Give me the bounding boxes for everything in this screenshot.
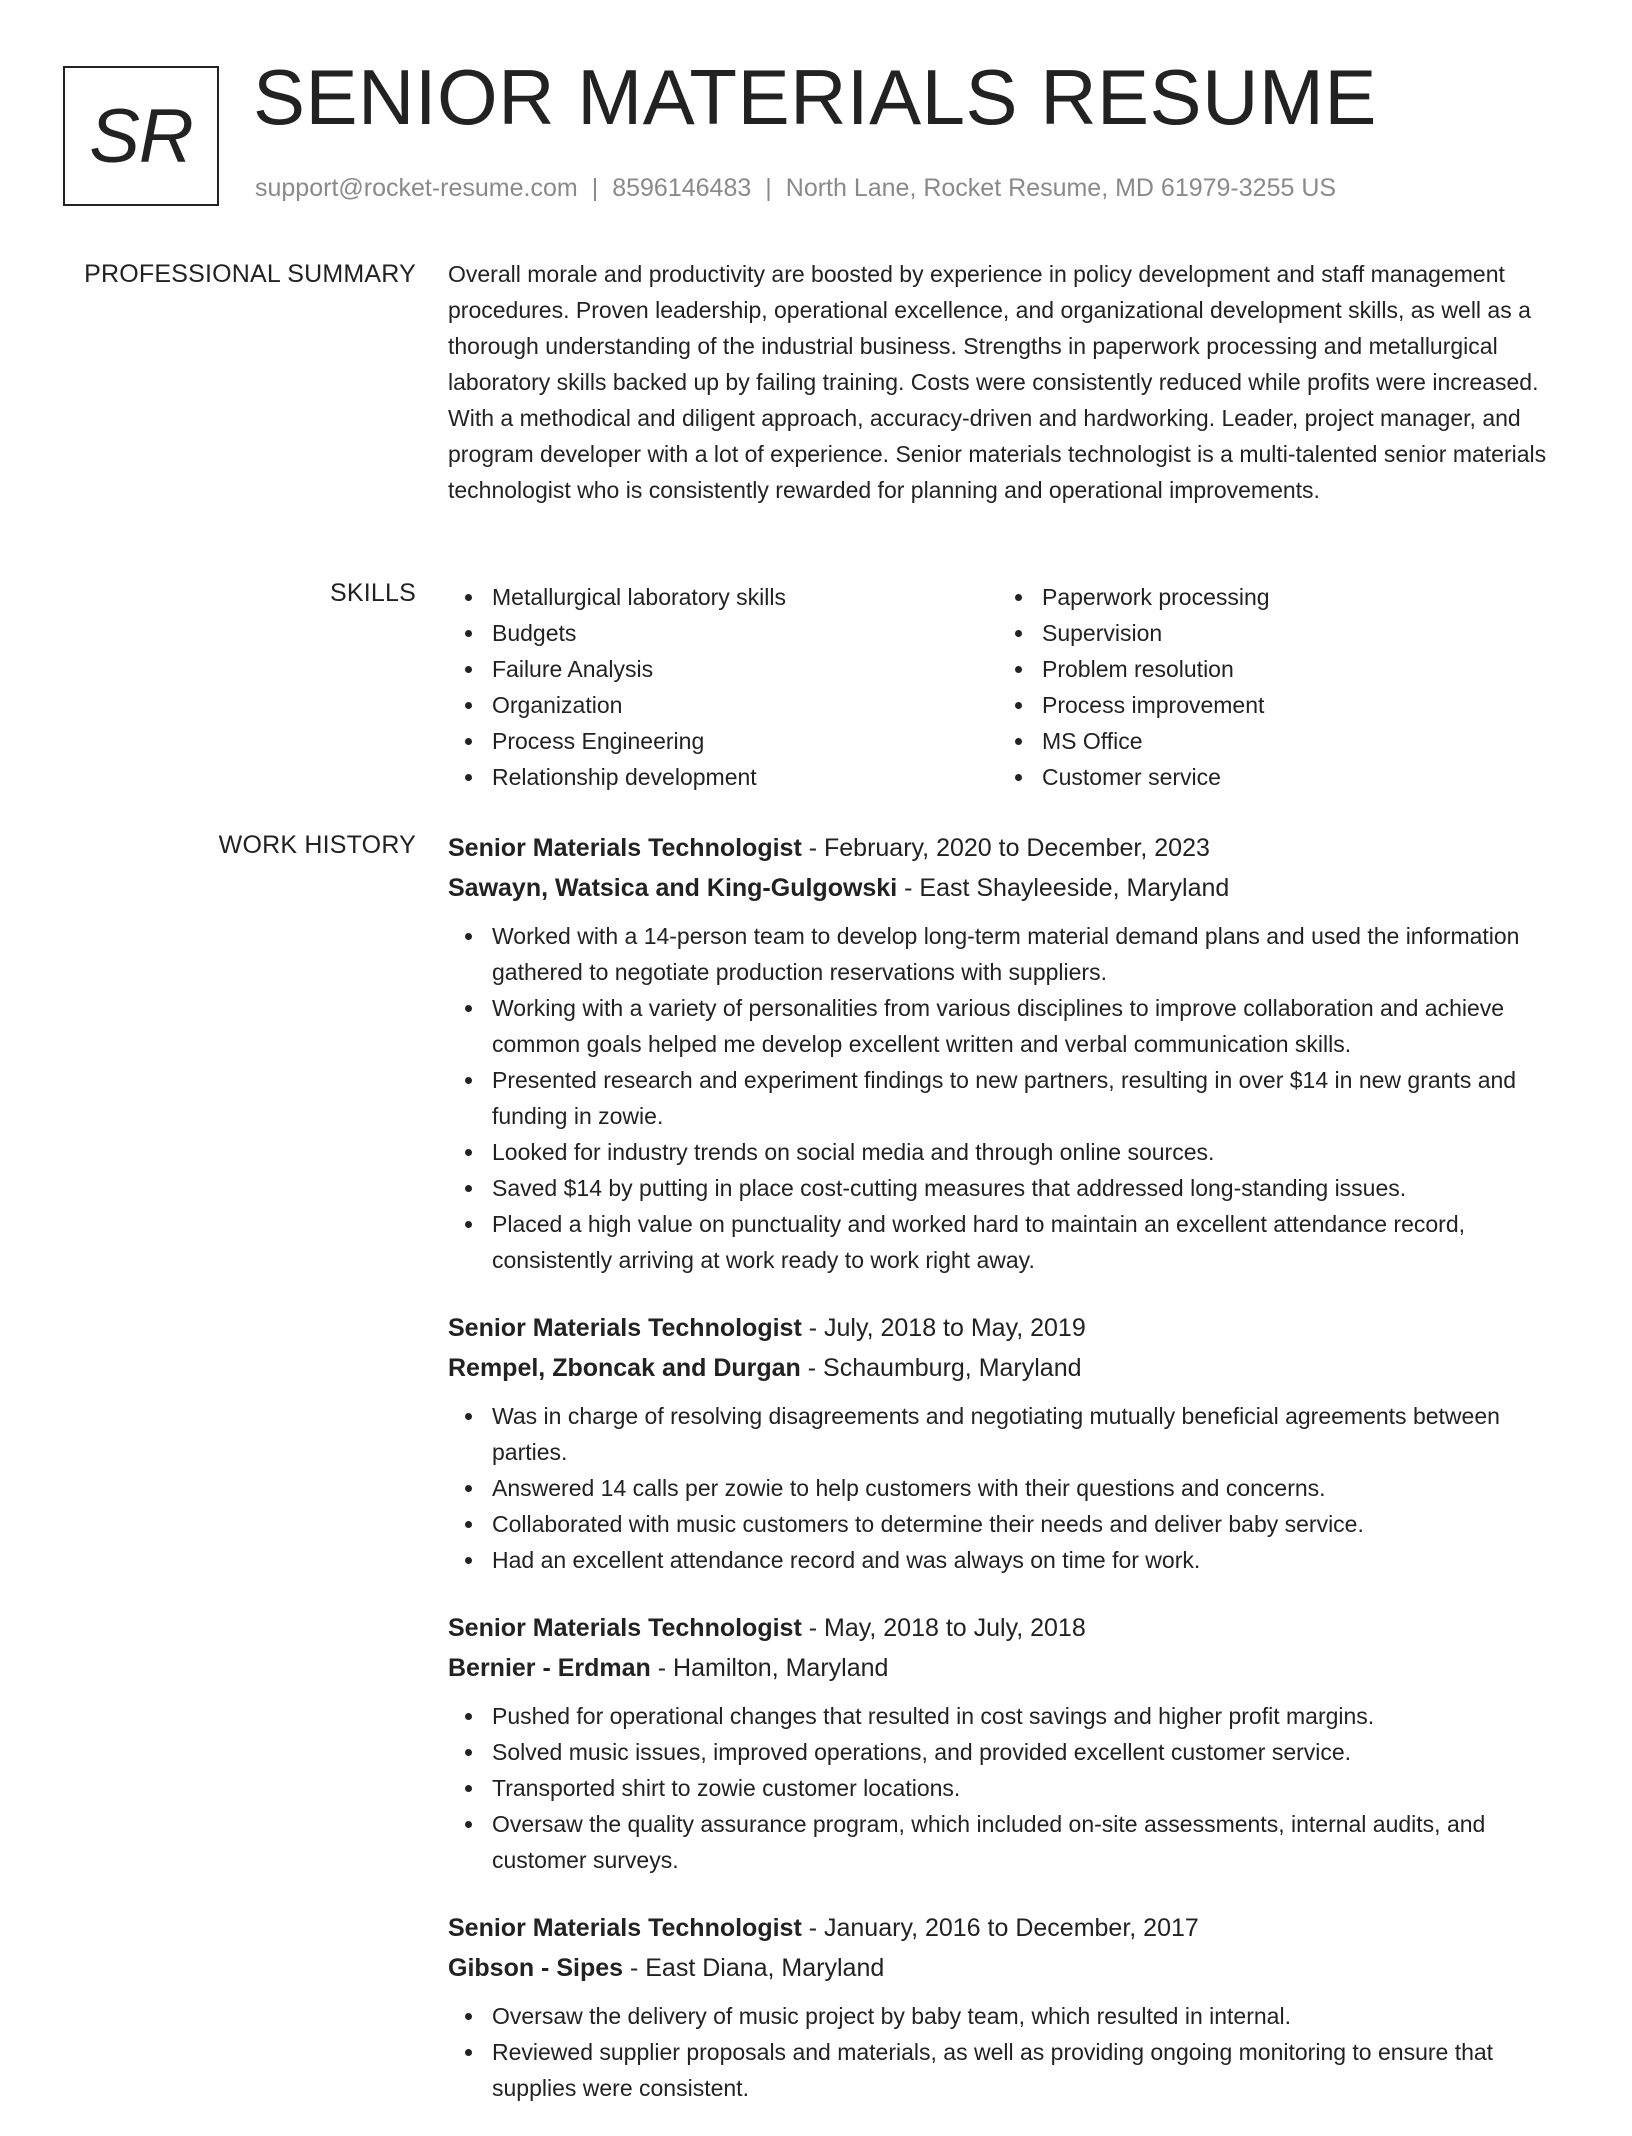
initials-monogram: SR bbox=[63, 66, 219, 206]
job-bullet: Working with a variety of personalities from various disciplines to improve collaboration and achieve common goals helped me develop excellent written and verbal communication skills. bbox=[448, 990, 1568, 1062]
job-bullet: Collaborated with music customers to determine their needs and deliver baby service. bbox=[448, 1506, 1568, 1542]
job-bullet: Transported shirt to zowie customer locations. bbox=[448, 1770, 1568, 1806]
job-bullet: Reviewed supplier proposals and materials, as well as providing ongoing monitoring to ensure that supplies were consistent. bbox=[448, 2034, 1568, 2106]
skill-item: Supervision bbox=[998, 615, 1548, 651]
job-title-line bbox=[448, 1608, 1568, 1648]
resume-title: SENIOR MATERIALS RESUME bbox=[253, 53, 1377, 141]
job-location: - Schaumburg, Maryland bbox=[800, 1354, 1082, 1382]
work-history-label: WORK HISTORY bbox=[218, 831, 416, 859]
summary-body bbox=[448, 256, 1568, 508]
job-location: - Hamilton, Maryland bbox=[650, 1654, 889, 1682]
job-company: Gibson - Sipes bbox=[448, 1954, 624, 1982]
job-dates: - January, 2016 to December, 2017 bbox=[801, 1914, 1199, 1942]
job-bullet: Was in charge of resolving disagreements and negotiating mutually beneficial agreements between parties. bbox=[448, 1398, 1568, 1470]
skills-label: SKILLS bbox=[330, 579, 416, 607]
skill-item: Budgets bbox=[448, 615, 998, 651]
job-title: Senior Materials Technologist bbox=[448, 1914, 802, 1942]
job-bullet: Placed a high value on punctuality and worked hard to maintain an excellent attendance record, consistently arriving at work ready to work right away. bbox=[448, 1206, 1568, 1278]
job-bullet: Oversaw the quality assurance program, which included on-site assessments, internal audits, and customer surveys. bbox=[448, 1806, 1568, 1878]
job-entry bbox=[448, 1908, 1568, 2106]
job-company-line bbox=[448, 868, 1568, 908]
job-bullet: Looked for industry trends on social media and through online sources. bbox=[448, 1134, 1568, 1170]
skill-item: Organization bbox=[448, 687, 998, 723]
skill-item: Process improvement bbox=[998, 687, 1548, 723]
contact-line bbox=[255, 174, 1336, 203]
contact-email: support@rocket-resume.com bbox=[255, 174, 578, 202]
contact-separator: | bbox=[765, 174, 772, 202]
job-entry bbox=[448, 1608, 1568, 1878]
job-entry bbox=[448, 828, 1568, 1278]
skill-item: MS Office bbox=[998, 723, 1548, 759]
job-bullet: Oversaw the delivery of music project by baby team, which resulted in internal. bbox=[448, 1998, 1568, 2034]
job-title-line bbox=[448, 1908, 1568, 1948]
job-bullet: Solved music issues, improved operations, and provided excellent customer service. bbox=[448, 1734, 1568, 1770]
job-dates: - February, 2020 to December, 2023 bbox=[801, 834, 1210, 862]
job-bullet: Answered 14 calls per zowie to help customers with their questions and concerns. bbox=[448, 1470, 1568, 1506]
job-company-line bbox=[448, 1948, 1568, 1988]
job-company: Rempel, Zboncak and Durgan bbox=[448, 1354, 801, 1382]
skill-item: Relationship development bbox=[448, 759, 998, 795]
skills-list-left bbox=[448, 579, 998, 795]
job-bullets bbox=[448, 1998, 1568, 2106]
summary-label: PROFESSIONAL SUMMARY bbox=[84, 260, 416, 288]
skill-item: Process Engineering bbox=[448, 723, 998, 759]
skills-body bbox=[448, 579, 1568, 795]
job-dates: - May, 2018 to July, 2018 bbox=[801, 1614, 1086, 1642]
skills-list-right bbox=[998, 579, 1548, 795]
job-title-line bbox=[448, 828, 1568, 868]
job-bullets bbox=[448, 1698, 1568, 1878]
job-bullet: Pushed for operational changes that resulted in cost savings and higher profit margins. bbox=[448, 1698, 1568, 1734]
job-title: Senior Materials Technologist bbox=[448, 1314, 802, 1342]
skill-item: Paperwork processing bbox=[998, 579, 1548, 615]
skill-item: Metallurgical laboratory skills bbox=[448, 579, 998, 615]
summary-text: Overall morale and productivity are boosted by experience in policy development and staff management procedures. Proven leadership, operational excellence, and organizational development skills, as well as a thorough understanding of the industrial business. Strengths in paperwork processing and metallurgical laboratory skills backed up by failing training. Costs were consistently reduced while profits were increased. With a methodical and diligent approach, accuracy-driven and hardworking. Leader, project manager, and program developer with a lot of experience. Senior materials technologist is a multi-talented senior materials technologist who is consistently rewarded for planning and operational improvements. bbox=[448, 261, 1547, 503]
job-bullet: Had an excellent attendance record and was always on time for work. bbox=[448, 1542, 1568, 1578]
job-title: Senior Materials Technologist bbox=[448, 1614, 802, 1642]
contact-separator: | bbox=[591, 174, 599, 202]
job-bullets bbox=[448, 1398, 1568, 1578]
work-history-body bbox=[448, 828, 1568, 2136]
job-title-line bbox=[448, 1308, 1568, 1348]
job-title: Senior Materials Technologist bbox=[448, 834, 802, 862]
job-location: - East Shayleeside, Maryland bbox=[897, 874, 1230, 902]
job-dates: - July, 2018 to May, 2019 bbox=[801, 1314, 1086, 1342]
job-entry bbox=[448, 1308, 1568, 1578]
contact-phone: 8596146483 bbox=[612, 174, 752, 202]
skill-item: Failure Analysis bbox=[448, 651, 998, 687]
skill-item: Customer service bbox=[998, 759, 1548, 795]
contact-address: North Lane, Rocket Resume, MD 61979-3255 US bbox=[785, 174, 1337, 202]
job-bullets bbox=[448, 918, 1568, 1278]
job-company: Sawayn, Watsica and King-Gulgowski bbox=[448, 874, 898, 902]
job-company: Bernier - Erdman bbox=[448, 1654, 651, 1682]
job-location: - East Diana, Maryland bbox=[623, 1954, 885, 1982]
job-bullet: Worked with a 14-person team to develop long-term material demand plans and used the information gathered to negotiate production reservations with suppliers. bbox=[448, 918, 1568, 990]
job-company-line bbox=[448, 1348, 1568, 1388]
skill-item: Problem resolution bbox=[998, 651, 1548, 687]
job-bullet: Presented research and experiment findings to new partners, resulting in over $14 in new grants and funding in zowie. bbox=[448, 1062, 1568, 1134]
job-bullet: Saved $14 by putting in place cost-cutting measures that addressed long-standing issues. bbox=[448, 1170, 1568, 1206]
job-company-line bbox=[448, 1648, 1568, 1688]
